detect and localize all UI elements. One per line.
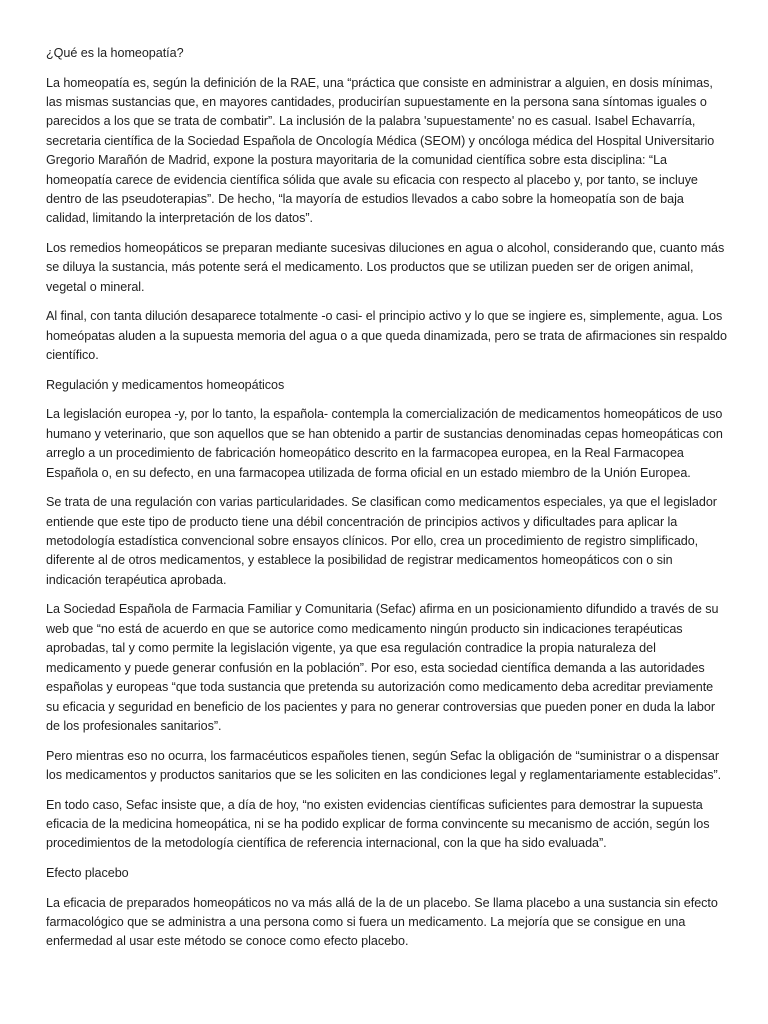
paragraph-sefac-posicionamiento: La Sociedad Española de Farmacia Familiar y Comunitaria (Sefac) afirma en un posicionamiento difundido a través de su web que “no está de acuerdo en que se autorice como medicamento ningún producto sin indicaciones terapéuticas aprobadas, tal y como permite la legislación vigente, ya que esa regulación contradice la propia naturaleza del medicamento y puede generar confusión en la población”. Por eso, esta sociedad científica demanda a las autoridades españolas y europeas “que toda sustancia que pretenda su autorización como medicamento deba acreditar previamente su eficacia y seguridad en beneficio de los pacientes y para no generar controversias que pueden poner en duda la labor de los profesionales sanitarios”.: [46, 602, 719, 733]
paragraph-particularidades: Se trata de una regulación con varias particularidades. Se clasifican como medicamentos especiales, ya que el legislador entiende que este tipo de producto tiene una débil concentración de principios activos y dificultades para aplicar la metodología estadística convencional sobre ensayos clínicos. Por ello, crea un procedimiento de registro simplificado, diferente al de otros medicamentos, y establece la posibilidad de registrar medicamentos homeopáticos con o sin indicación terapéutica aprobada.: [46, 495, 717, 587]
paragraph-definicion: La homeopatía es, según la definición de la RAE, una “práctica que consiste en administrar a alguien, en dosis mínimas, las mismas sustancias que, en mayores cantidades, producirían supuestamente en la persona sana síntomas iguales o parecidos a los que se trata de combatir”. La inclusión de la palabra 'supuestamente' no es casual. Isabel Echavarría, secretaria científica de la Sociedad Española de Oncología Médica (SEOM) y oncóloga médica del Hospital Universitario Gregorio Marañón de Madrid, expone la postura mayoritaria de la comunidad científica sobre esta disciplina: “La homeopatía carece de evidencia científica sólida que avale su eficacia con respecto al placebo y, por tanto, se incluye dentro de las pseudoterapias”. De hecho, “la mayoría de estudios llevados a cabo sobre la homeopatía son de baja calidad, limitando la interpretación de los datos”.: [46, 75, 715, 226]
paragraph-efecto-placebo: La eficacia de preparados homeopáticos no va más allá de la de un placebo. Se llama placebo a una sustancia sin efecto farmacológico que se administra a una persona como si fuera un medicamento. La mejoría que se consigue en una enfermedad al usar este método se conoce como efecto placebo.: [46, 895, 718, 949]
section-heading-que-es: ¿Qué es la homeopatía?: [46, 46, 184, 60]
paragraph-sefac-evidencias: En todo caso, Sefac insiste que, a día de hoy, “no existen evidencias científicas suficientes para demostrar la supuesta eficacia de la medicina homeopática, ni se ha podido explicar de forma convincente su mecanismo de acción, según los procedimientos de la metodología científica de referencia internacional, con la que ha sido evaluada”.: [46, 797, 710, 851]
paragraph-farmaceuticos: Pero mientras eso no ocurra, los farmacéuticos españoles tienen, según Sefac la obligación de “suministrar o a dispensar los medicamentos y productos sanitarios que se les soliciten en las condiciones legal y reglamentariamente establecidas”.: [46, 748, 722, 782]
section-heading-regulacion: Regulación y medicamentos homeopáticos: [46, 377, 285, 392]
paragraph-dilucion: Al final, con tanta dilución desaparece totalmente -o casi- el principio activo y lo que se ingiere es, simplemente, agua. Los homeópatas aluden a la supuesta memoria del agua o a que queda dinamizada, pero se trata de afirmaciones sin respaldo científico.: [46, 309, 727, 363]
section-heading-placebo: Efecto placebo: [46, 865, 129, 880]
paragraph-remedios: Los remedios homeopáticos se preparan mediante sucesivas diluciones en agua o alcohol, considerando que, cuanto más se diluya la sustancia, más potente será el medicamento. Los productos que se utilizan pueden ser de origen animal, vegetal o mineral.: [46, 241, 725, 294]
paragraph-legislacion: La legislación europea -y, por lo tanto, la española- contempla la comercialización de medicamentos homeopáticos de uso humano y veterinario, que son aquellos que se han obtenido a partir de sustancias denominadas cepas homeopáticas con arreglo a un procedimiento de fabricación homeopático descrito en la farmacopea europea, en la Real Farmacopea Española o, en su defecto, en una farmacopea utilizada de forma oficial en un estado miembro de la Unión Europea.: [46, 407, 723, 480]
